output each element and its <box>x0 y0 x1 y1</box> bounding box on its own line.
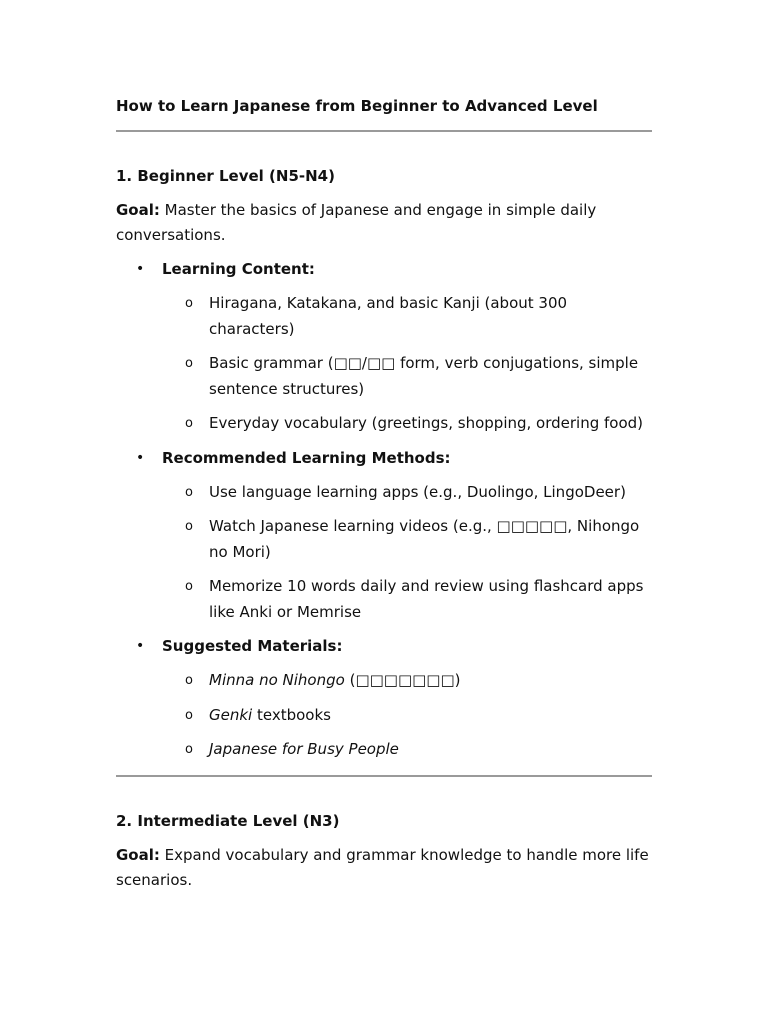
sub-bullet-icon: o <box>185 484 193 500</box>
list-item-learning-content <box>116 257 652 437</box>
sub-bullet-icon: o <box>185 579 193 594</box>
goal-text: Expand vocabulary and grammar knowledge to handle more life scenarios. <box>116 845 649 889</box>
material-title: Minna no Nihongo <box>209 671 345 689</box>
item-text: Memorize 10 words daily and review using flashcard apps like Anki or Memrise <box>209 577 644 621</box>
list-item <box>162 480 652 506</box>
section-heading-intermediate: 2. Intermediate Level (N3) <box>116 811 340 830</box>
material-note: textbooks <box>252 705 331 724</box>
list-item <box>162 351 652 402</box>
list-item <box>162 411 652 437</box>
material-title: Genki <box>209 705 253 724</box>
sub-bullet-icon: o <box>185 296 193 311</box>
list-item <box>162 703 652 729</box>
sub-list <box>162 668 652 763</box>
beginner-list <box>116 257 652 763</box>
divider-title <box>116 130 652 132</box>
item-text: Basic grammar (□□/□□ form, verb conjugations, simple sentence structures) <box>209 354 639 398</box>
goal-label: Goal: <box>116 201 160 219</box>
list-item-learning-methods <box>116 446 652 626</box>
bullet-icon: • <box>136 449 145 466</box>
item-text: Everyday vocabulary (greetings, shopping, ordering food) <box>209 414 644 432</box>
material-note: (□□□□□□□) <box>344 671 461 689</box>
goal-intermediate <box>116 843 652 893</box>
document-title: How to Learn Japanese from Beginner to Advanced Level <box>116 97 598 115</box>
sub-bullet-icon: o <box>185 673 193 688</box>
group-label: Recommended Learning Methods: <box>162 448 451 467</box>
item-text: Hiragana, Katakana, and basic Kanji (about 300 characters) <box>209 294 568 338</box>
goal-text: Master the basics of Japanese and engage in simple daily conversations. <box>116 201 597 244</box>
sub-list <box>162 480 652 626</box>
list-item <box>162 574 652 625</box>
group-label: Learning Content: <box>162 260 315 278</box>
list-item <box>162 291 652 342</box>
item-text: Use language learning apps (e.g., Duolingo, LingoDeer) <box>209 482 626 501</box>
document-page <box>116 94 652 893</box>
bullet-icon: • <box>136 261 145 277</box>
list-item <box>162 668 652 694</box>
group-label: Suggested Materials: <box>162 637 343 655</box>
sub-list <box>162 291 652 437</box>
goal-label: Goal: <box>116 845 160 864</box>
list-item-suggested-materials <box>116 634 652 763</box>
material-title: Japanese for Busy People <box>209 740 399 758</box>
section-heading-beginner: 1. Beginner Level (N5-N4) <box>116 167 335 185</box>
sub-bullet-icon: o <box>185 416 193 431</box>
divider-section <box>116 775 652 777</box>
sub-bullet-icon: o <box>185 707 193 723</box>
bullet-icon: • <box>136 638 145 654</box>
sub-bullet-icon: o <box>185 742 193 757</box>
list-item <box>162 514 652 565</box>
list-item <box>162 737 652 763</box>
sub-bullet-icon: o <box>185 519 193 534</box>
goal-beginner <box>116 198 652 248</box>
sub-bullet-icon: o <box>185 356 193 371</box>
item-text: Watch Japanese learning videos (e.g., □□□□□, Nihongo no Mori) <box>209 517 640 561</box>
